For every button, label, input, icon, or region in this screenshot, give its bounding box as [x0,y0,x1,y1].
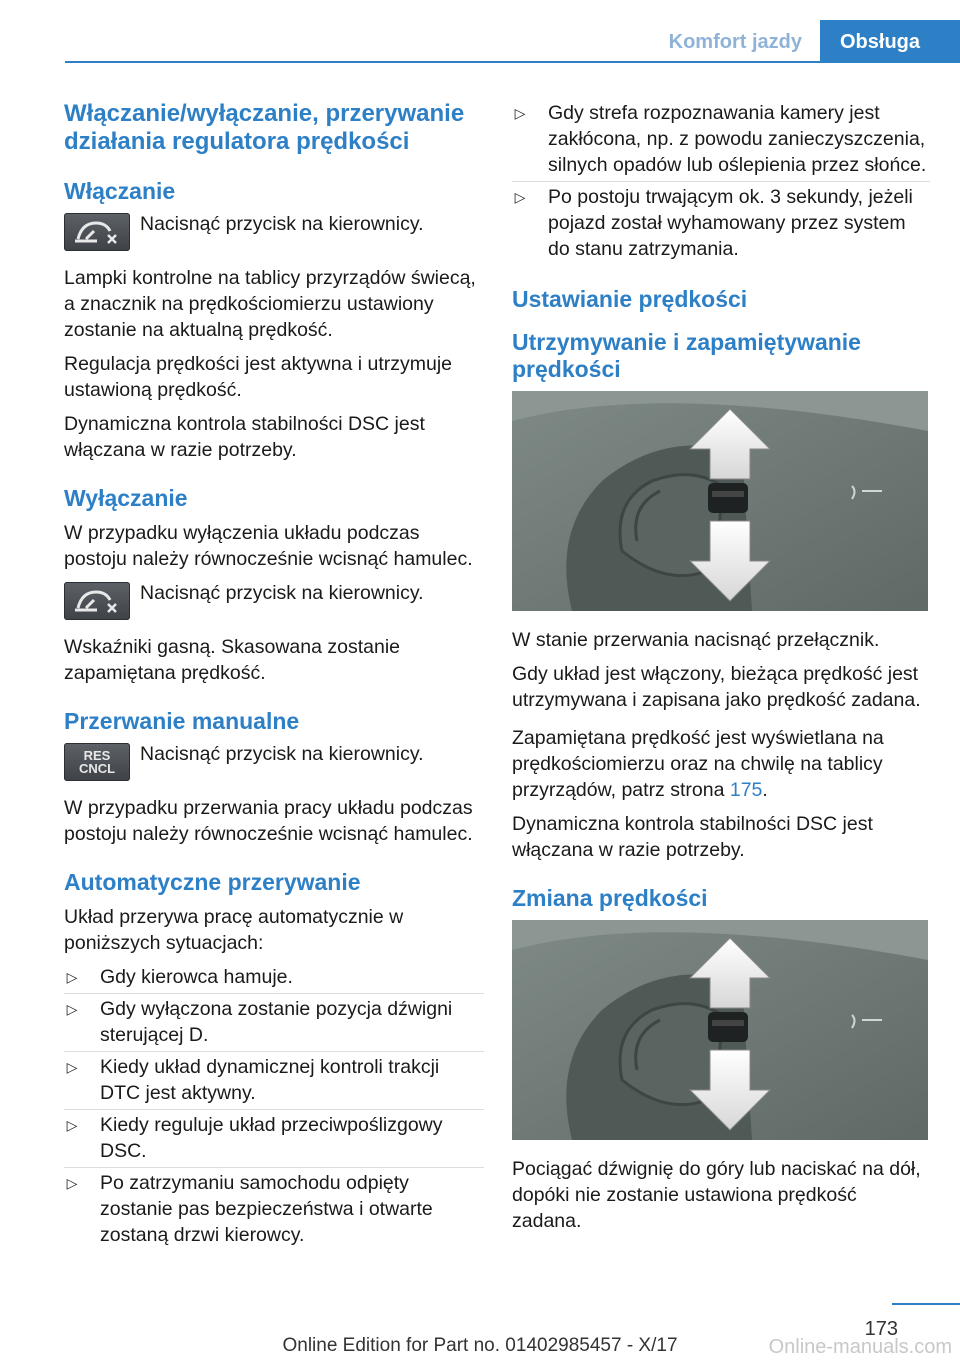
left-column [64,100,484,1254]
tab-komfort-jazdy[interactable]: Komfort jazdy [651,20,820,62]
heading-change-speed: Zmiana prędkości [512,885,708,911]
footer-edition: Online Edition for Part no. 01402985457 - X/17 [282,1335,678,1356]
triangle-bullet-icon: ▷ [514,189,526,205]
page-number: 173 [864,1318,898,1340]
triangle-bullet-icon: ▷ [66,1117,78,1133]
page-link-175[interactable]: 175 [729,779,763,801]
cruise-control-button-icon [64,582,130,620]
list-item: ▷ Gdy kierowca hamuje. [64,964,484,990]
list-item: ▷ Gdy wyłączona zostanie pozycja dźwigni sterującej D. [64,996,484,1048]
on-paragraph-3: Dynamiczna kontrola stabilności DSC jest włączana w razie potrzeby. [64,413,425,461]
heading-manual: Przerwanie manualne [64,708,300,734]
header-tabs [651,20,960,62]
off-paragraph-1: W przypadku wyłączenia układu podczas postoju należy równocześnie wcisnąć hamulec. [64,522,473,570]
res-label: RES [83,748,111,763]
footer-rule [892,1303,960,1305]
on-button-row [64,213,484,251]
triangle-bullet-icon: ▷ [66,1175,78,1191]
header-rule [65,61,960,63]
keep-paragraph-4: Dynamiczna kontrola stabilności DSC jest włączana w razie potrzeby. [512,813,873,861]
triangle-bullet-icon: ▷ [66,1059,78,1075]
change-paragraph-1: Pociągać dźwignię do góry lub naciskać na dół, dopóki nie zostanie ustawiona prędkość zadana. [512,1158,921,1232]
triangle-bullet-icon: ▷ [66,1001,78,1017]
heading-auto: Automatyczne przerywanie [64,869,361,895]
triangle-bullet-icon: ▷ [514,105,526,121]
triangle-bullet-icon: ▷ [66,969,78,985]
list-item: ▷ Po postoju trwającym ok. 3 sekundy, jeżeli pojazd został wyhamowany przez system do stanu zatrzymania. [512,184,930,262]
on-paragraph-2: Regulacja prędkości jest aktywna i utrzymuje ustawioną prędkość. [64,353,453,401]
keep-paragraph-1: W stanie przerwania nacisnąć przełącznik. [512,629,880,651]
watermark: Online-manuals.com [768,1336,952,1358]
heading-keep-speed: Utrzymywanie i zapamiętywanie prędkości [512,329,861,382]
heading-on: Włączanie [64,178,176,204]
steering-wheel-lever-photo [512,391,928,611]
list-item: ▷ Kiedy reguluje układ przeciwpoślizgowy DSC. [64,1112,484,1164]
auto-paragraph-1: Układ przerywa pracę automatycznie w poniższych sytuacjach: [64,906,404,954]
right-column [512,100,930,1242]
manual-button-row [64,743,484,781]
auto-list [64,964,484,1248]
list-item: ▷ Po zatrzymaniu samochodu odpięty zostanie pas bezpieczeństwa i otwarte zostaną drzwi kierowcy. [64,1170,484,1248]
list-item: ▷ Kiedy układ dynamicznej kontroli trakcji DTC jest aktywny. [64,1054,484,1106]
off-paragraph-2: Wskaźniki gasną. Skasowana zostanie zapamiętana prędkość. [64,636,401,684]
heading-off: Wyłączanie [64,485,188,511]
cncl-label: CNCL [78,761,116,776]
keep-paragraph-3: Zapamiętana prędkość jest wyświetlana na prędkościomierzu oraz na chwilę na tablicy przyrządów, patrz strona 175. [512,727,884,801]
heading-set-speed: Ustawianie prędkości [512,286,748,312]
continued-list [512,100,930,262]
cruise-control-button-icon [64,213,130,251]
section-title: Włączanie/wyłączanie, przerywanie działania regulatora prędkości [64,100,465,155]
steering-wheel-lever-photo-2 [512,920,928,1140]
list-item: ▷ Gdy strefa rozpoznawania kamery jest zakłócona, np. z powodu zanieczyszczenia, silnych opadów lub oślepienia przez słońce. [512,100,930,178]
res-cncl-button-icon [64,743,130,781]
off-button-row [64,582,484,620]
tab-obsluga[interactable]: Obsługa [820,20,960,62]
manual-paragraph-1: W przypadku przerwania pracy układu podczas postoju należy równocześnie wcisnąć hamulec. [64,797,473,845]
manual-button-text: Nacisnąć przycisk na kierownicy. [140,743,424,765]
on-button-text: Nacisnąć przycisk na kierownicy. [140,213,424,235]
keep-paragraph-2: Gdy układ jest włączony, bieżąca prędkość jest utrzymywana i zapisana jako prędkość zadana. [512,663,921,711]
off-button-text: Nacisnąć przycisk na kierownicy. [140,582,424,604]
on-paragraph-1: Lampki kontrolne na tablicy przyrządów świecą, a znacznik na prędkościomierzu ustawiony zostanie na aktualną prędkość. [64,267,476,341]
